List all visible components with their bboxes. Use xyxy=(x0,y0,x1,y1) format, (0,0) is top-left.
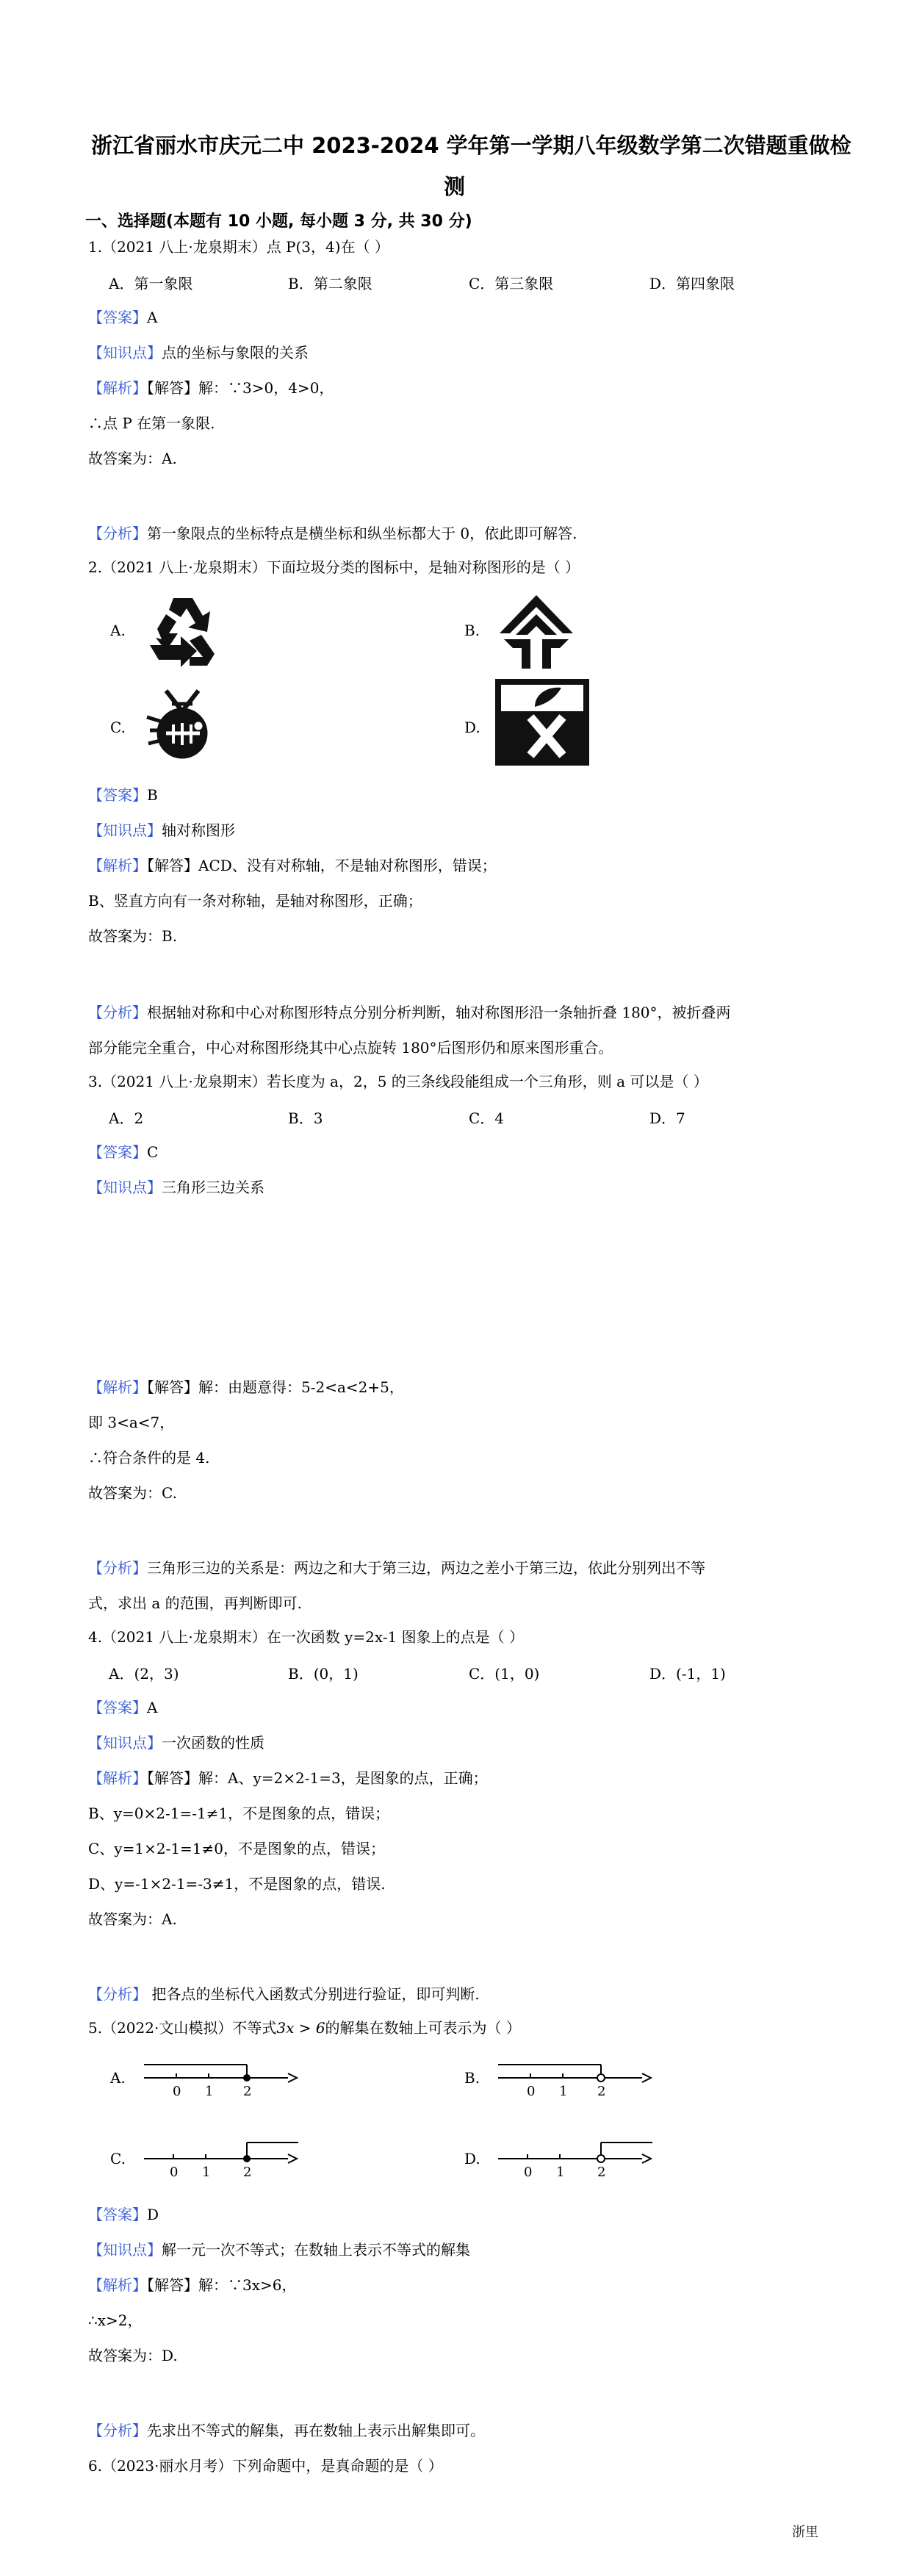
tick-label: 0 xyxy=(527,2084,536,2099)
q2-knowledge-line: 【知识点】轴对称图形 xyxy=(88,821,235,839)
q4-option-d: D．(-1，1) xyxy=(649,1665,726,1683)
tick-label: 1 xyxy=(556,2165,565,2180)
q5-analysis-line1: 【解析】【解答】解：∵3x>6， xyxy=(88,2276,297,2294)
q4-option-b: B．(0，1) xyxy=(288,1665,359,1683)
q5-analysis-line2: ∴x>2， xyxy=(88,2311,143,2329)
q4-analysis-line1: 【解析】【解答】解：A、y=2×2-1=3，是图象的点，正确； xyxy=(88,1769,488,1787)
q2-analysis-line2: B、竖直方向有一条对称轴，是轴对称图形，正确； xyxy=(88,892,422,910)
q3-option-b: B．3 xyxy=(288,1109,323,1127)
q4-option-c: C．(1，0) xyxy=(469,1665,540,1683)
q5-number-line-a xyxy=(144,2056,306,2106)
q2-answer: B xyxy=(147,786,158,804)
q1-knowledge: 点的坐标与象限的关系 xyxy=(162,344,309,361)
tick-label: 0 xyxy=(170,2165,179,2180)
q2-analysis-line3: 故答案为：B. xyxy=(88,927,178,945)
q4-analysis-line4: D、y=-1×2-1=-3≠1，不是图象的点，错误. xyxy=(88,1875,386,1893)
q5-answer-line: 【答案】D xyxy=(88,2206,159,2223)
q3-option-d: D．7 xyxy=(649,1109,685,1127)
q5-option-b-label: B. xyxy=(464,2069,480,2087)
page-footer: 浙里 xyxy=(792,2525,818,2540)
q5-analysis-line3: 故答案为：D. xyxy=(88,2347,178,2364)
fish-skeleton-icon xyxy=(137,682,225,764)
q5-option-d-label: D. xyxy=(464,2150,480,2167)
analysis-tag: 【解析】 xyxy=(88,379,147,397)
q5-number-line-c xyxy=(144,2134,313,2184)
q1-answer-line xyxy=(88,307,157,328)
tick-label: 0 xyxy=(173,2084,181,2099)
q1-answer: A xyxy=(147,309,158,326)
tick-label: 2 xyxy=(597,2165,606,2180)
q3-summary-line1: 【分析】三角形三边的关系是：两边之和大于第三边，两边之差小于第三边，依此分别列出不等 xyxy=(88,1559,705,1577)
q5-option-a-label: A. xyxy=(110,2069,126,2087)
document-title-line2: 测 xyxy=(444,174,466,199)
q1-knowledge-line xyxy=(88,342,309,363)
q1-option-a: A．第一象限 xyxy=(109,275,193,292)
q1-summary-line: 【分析】第一象限点的坐标特点是横坐标和纵坐标都大于 0，依此即可解答. xyxy=(88,525,577,542)
q5-number-line-d xyxy=(498,2134,667,2184)
q1-option-d: D．第四象限 xyxy=(649,275,735,292)
tick-label: 1 xyxy=(205,2084,214,2099)
summary-tag: 【分析】 xyxy=(88,525,147,542)
q5-answer: D xyxy=(147,2206,159,2223)
symmetric-recycle-icon xyxy=(497,592,576,672)
tick-label: 1 xyxy=(559,2084,568,2099)
q3-analysis-line3: ∴符合条件的是 4. xyxy=(88,1449,210,1467)
q4-answer-line: 【答案】A xyxy=(88,1699,158,1716)
q3-answer: C xyxy=(147,1143,159,1161)
knowledge-tag: 【知识点】 xyxy=(88,344,162,361)
tick-label: 1 xyxy=(202,2165,211,2180)
tick-label: 2 xyxy=(597,2084,606,2099)
q2-answer-line: 【答案】B xyxy=(88,786,158,804)
q3-knowledge-line: 【知识点】三角形三边关系 xyxy=(88,1179,264,1196)
q3-analysis-line4: 故答案为：C. xyxy=(88,1484,177,1502)
recycle-icon xyxy=(144,594,222,670)
question-3-stem: 3.（2021 八上·龙泉期末）若长度为 a，2，5 的三条线段能组成一个三角形，则 a 可以是（ ） xyxy=(88,1073,708,1090)
q5-summary-line: 【分析】先求出不等式的解集，再在数轴上表示出解集即可。 xyxy=(88,2422,485,2439)
q2-summary-line1: 【分析】根据轴对称和中心对称图形特点分别分析判断，轴对称图形沿一条轴折叠 180°，被折叠两 xyxy=(88,1004,731,1021)
q4-analysis-line5: 故答案为：A. xyxy=(88,1910,177,1928)
q3-analysis-line2: 即 3<a<7， xyxy=(88,1414,175,1431)
q1-analysis-line3: 故答案为：A. xyxy=(88,450,177,467)
q3-option-a: A．2 xyxy=(109,1109,144,1127)
q4-knowledge-line: 【知识点】一次函数的性质 xyxy=(88,1734,264,1752)
q4-analysis-line2: B、y=0×2-1=-1≠1，不是图象的点，错误； xyxy=(88,1805,390,1822)
crossed-bin-icon xyxy=(494,677,591,767)
q2-analysis-line1: 【解析】【解答】ACD、没有对称轴，不是轴对称图形，错误； xyxy=(88,857,497,874)
question-1-stem: 1.（2021 八上·龙泉期末）点 P(3，4)在（ ） xyxy=(88,238,389,256)
q2-summary-line2: 部分能完全重合，中心对称图形绕其中心点旋转 180°后图形仍和原来图形重合。 xyxy=(88,1039,613,1057)
q3-analysis-line1: 【解析】【解答】解：由题意得：5-2<a<2+5， xyxy=(88,1378,404,1396)
q3-answer-line: 【答案】C xyxy=(88,1143,159,1161)
answer-tag: 【答案】 xyxy=(88,309,147,326)
tick-label: 0 xyxy=(524,2165,533,2180)
q1-analysis-line2: ∴点 P 在第一象限. xyxy=(88,414,215,432)
q2-option-c-label: C. xyxy=(110,719,126,736)
q4-option-a: A．(2，3) xyxy=(109,1665,179,1683)
q5-option-c-label: C. xyxy=(110,2150,126,2167)
q2-option-a-label: A. xyxy=(110,622,126,639)
q1-analysis-line1: 【解析】【解答】解：∵3>0，4>0， xyxy=(88,379,334,397)
q2-option-b-label: B. xyxy=(464,622,480,639)
question-6-stem: 6.（2023·丽水月考）下列命题中，是真命题的是（ ） xyxy=(88,2457,443,2475)
tick-label: 2 xyxy=(243,2084,252,2099)
q1-option-b: B．第二象限 xyxy=(288,275,372,292)
q1-option-c: C．第三象限 xyxy=(469,275,554,292)
q3-summary-line2: 式，求出 a 的范围，再判断即可. xyxy=(88,1594,302,1612)
q3-option-c: C．4 xyxy=(469,1109,505,1127)
q4-answer: A xyxy=(147,1699,158,1716)
q5-inequality: 3x > 6 xyxy=(276,2019,325,2037)
q4-analysis-line3: C、y=1×2-1=1≠0，不是图象的点，错误； xyxy=(88,1840,386,1857)
question-2-stem: 2.（2021 八上·龙泉期末）下面垃圾分类的图标中，是轴对称图形的是（ ） xyxy=(88,558,580,576)
tick-label: 2 xyxy=(243,2165,252,2180)
question-4-stem: 4.（2021 八上·龙泉期末）在一次函数 y=2x-1 图象上的点是（ ） xyxy=(88,1628,524,1646)
q5-number-line-b xyxy=(498,2056,660,2106)
q4-summary-line: 【分析】 把各点的坐标代入函数式分别进行验证，即可判断. xyxy=(88,1985,480,2003)
q5-knowledge-line: 【知识点】解一元一次不等式；在数轴上表示不等式的解集 xyxy=(88,2241,470,2259)
question-5-stem: 5.（2022·文山模拟）不等式3x > 6的解集在数轴上可表示为（ ） xyxy=(88,2019,521,2037)
document-title-line1: 浙江省丽水市庆元二中 2023-2024 学年第一学期八年级数学第二次错题重做检 xyxy=(91,133,851,158)
q2-option-d-label: D. xyxy=(464,719,480,736)
section-heading: 一、选择题(本题有 10 小题, 每小题 3 分, 共 30 分) xyxy=(85,212,472,231)
